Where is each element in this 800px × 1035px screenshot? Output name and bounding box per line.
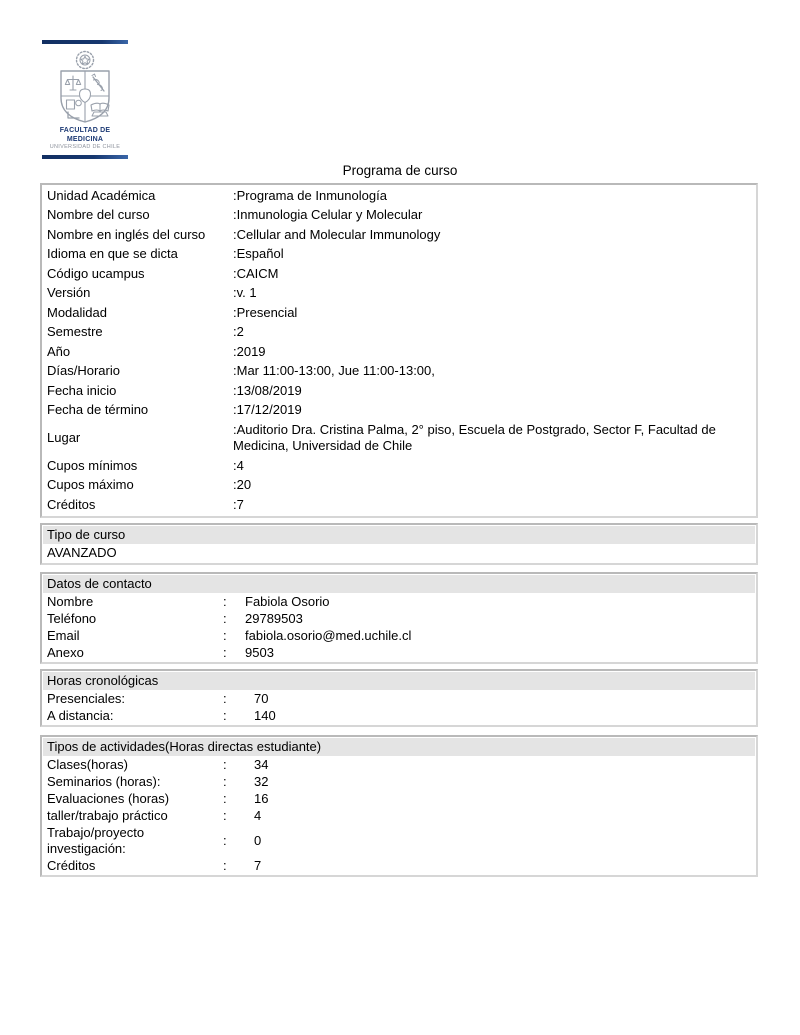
table-row	[43, 186, 755, 206]
section-header: Tipos de actividades(Horas directas estudiante)	[43, 738, 755, 756]
row-label: Modalidad	[47, 304, 107, 320]
row-separator: :	[223, 690, 227, 706]
row-value: :v. 1	[233, 285, 257, 300]
row-separator: :	[223, 707, 227, 723]
row-value: 34	[254, 756, 269, 772]
row-value: :4	[233, 457, 244, 473]
row-label: Email	[47, 627, 80, 643]
table-row	[43, 824, 755, 857]
row-value: :Mar 11:00-13:00, Jue 11:00-13:00,	[233, 363, 435, 378]
row-label: Año	[47, 343, 71, 359]
row-value: 7	[254, 857, 262, 873]
datos-contacto-table	[40, 572, 758, 664]
university-crest-icon	[53, 50, 117, 124]
row-label: Créditos	[47, 496, 96, 512]
table-row	[43, 544, 755, 562]
row-label: Nombre del curso	[47, 207, 150, 222]
row-value: 0	[254, 832, 262, 848]
row-label: Trabajo/proyecto investigación:	[47, 824, 145, 856]
logo-top-rule	[42, 40, 128, 44]
row-separator: :	[223, 644, 227, 660]
table-row	[43, 857, 755, 874]
row-label: Versión	[47, 285, 91, 300]
table-row	[43, 610, 755, 627]
table-row	[43, 303, 755, 323]
logo-university-text: UNIVERSIDAD DE CHILE	[49, 144, 121, 150]
row-value: :2019	[233, 343, 266, 359]
table-row	[43, 644, 755, 661]
row-separator: :	[223, 773, 227, 789]
table-row	[43, 362, 755, 382]
row-value: 29789503	[245, 610, 303, 626]
row-value: 9503	[245, 644, 274, 660]
row-value: :2	[233, 324, 244, 339]
email-value: fabiola.osorio@med.uchile.cl	[245, 627, 412, 643]
row-value: :17/12/2019	[233, 402, 302, 417]
table-row	[43, 401, 755, 421]
row-value: :CAICM	[233, 265, 279, 281]
row-value: :Presencial	[233, 304, 298, 320]
row-label: Créditos	[47, 857, 96, 873]
table-row	[43, 245, 755, 265]
row-separator: :	[223, 610, 227, 626]
row-separator: :	[223, 756, 227, 772]
course-info-table	[40, 183, 758, 518]
table-row	[43, 225, 755, 245]
facultad-medicina-logo	[42, 40, 128, 159]
row-value: Fabiola Osorio	[245, 593, 330, 609]
tipos-actividades-table	[40, 735, 758, 877]
table-row	[43, 342, 755, 362]
row-value: 140	[254, 707, 276, 723]
table-row	[43, 593, 755, 610]
row-label: Lugar	[47, 429, 81, 445]
section-header: Tipo de curso	[43, 526, 755, 544]
row-value: :Programa de Inmunología	[233, 187, 387, 203]
logo-bottom-rule	[42, 155, 128, 159]
row-value: :Auditorio Dra. Cristina Palma, 2° piso, Escuela de Postgrado, Sector F, Facultad de Medicina, Universidad de Chile	[233, 421, 716, 453]
table-row	[43, 790, 755, 807]
row-value: 16	[254, 790, 269, 806]
row-label: taller/trabajo práctico	[47, 807, 168, 823]
horas-cronologicas-table	[40, 669, 758, 727]
table-row	[43, 381, 755, 401]
table-row	[43, 420, 755, 456]
table-row	[43, 707, 755, 724]
table-row	[43, 476, 755, 496]
row-label: Cupos máximo	[47, 477, 134, 492]
table-row	[43, 807, 755, 824]
section-header: Datos de contacto	[43, 575, 755, 593]
section-header: Horas cronológicas	[43, 672, 755, 690]
row-value: :Inmunologia Celular y Molecular	[233, 207, 423, 222]
table-row	[43, 627, 755, 644]
row-separator: :	[223, 807, 227, 823]
table-row	[43, 756, 755, 773]
row-label: Anexo	[47, 644, 84, 660]
row-label: Idioma en que se dicta	[47, 246, 178, 261]
row-value: AVANZADO	[47, 545, 117, 560]
row-label: Nombre en inglés del curso	[47, 226, 206, 242]
row-label: Clases(horas)	[47, 756, 128, 772]
row-label: Nombre	[47, 593, 94, 609]
row-value: 32	[254, 773, 269, 789]
table-row	[43, 773, 755, 790]
row-value: 70	[254, 690, 269, 706]
table-row	[43, 495, 755, 515]
row-label: Fecha de término	[47, 402, 149, 417]
row-label: Código ucampus	[47, 265, 145, 281]
row-label: Presenciales:	[47, 690, 126, 706]
row-separator: :	[223, 832, 227, 848]
row-separator: :	[223, 857, 227, 873]
row-separator: :	[223, 593, 227, 609]
row-label: Semestre	[47, 324, 103, 339]
table-row	[43, 323, 755, 343]
table-row	[43, 456, 755, 476]
row-label: Evaluaciones (horas)	[47, 790, 170, 806]
table-row	[43, 690, 755, 707]
table-row	[43, 264, 755, 284]
page-title: Programa de curso	[342, 163, 458, 178]
row-separator: :	[223, 627, 227, 643]
row-value: 4	[254, 807, 262, 823]
row-label: A distancia:	[47, 707, 114, 723]
row-value: :20	[233, 477, 252, 492]
row-label: Fecha inicio	[47, 382, 117, 398]
row-label: Seminarios (horas):	[47, 773, 161, 789]
table-row	[43, 206, 755, 226]
row-value: :Español	[233, 246, 284, 261]
row-separator: :	[223, 790, 227, 806]
table-row	[43, 284, 755, 304]
row-value: :Cellular and Molecular Immunology	[233, 226, 441, 242]
row-label: Teléfono	[47, 610, 97, 626]
tipo-de-curso-table	[40, 523, 758, 565]
row-value: :7	[233, 496, 244, 512]
row-label: Cupos mínimos	[47, 457, 138, 473]
row-value: :13/08/2019	[233, 382, 302, 398]
row-label: Días/Horario	[47, 363, 120, 378]
row-label: Unidad Académica	[47, 187, 156, 203]
logo-faculty-text: FACULTAD DE MEDICINA	[59, 127, 111, 143]
